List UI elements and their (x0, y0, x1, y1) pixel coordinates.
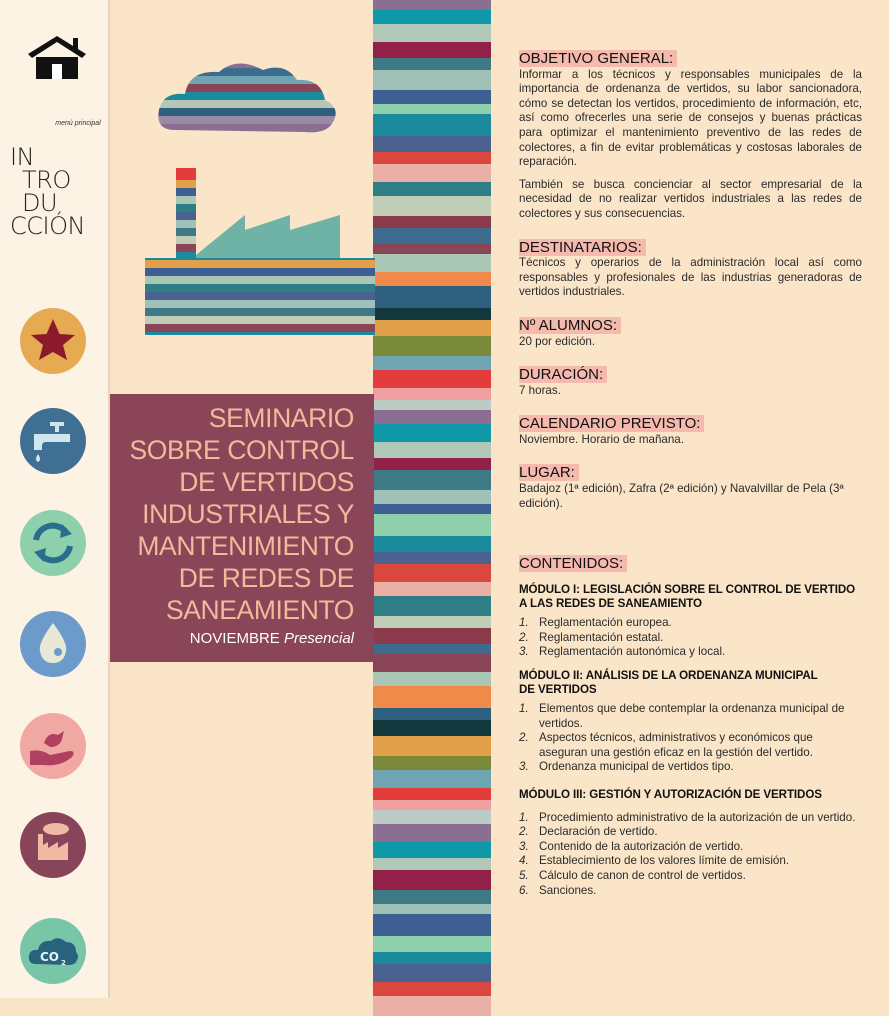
water-tap-icon (20, 408, 86, 474)
stripe (373, 244, 491, 254)
section-title-objetivo: OBJETIVO GENERAL: (519, 50, 677, 67)
section-label-introduccion (10, 143, 85, 240)
stripe (373, 996, 491, 1016)
stripe (373, 628, 491, 644)
seminar-mode: Presencial (283, 630, 354, 647)
stripe (373, 536, 491, 552)
stripe (373, 228, 491, 244)
list-item: 4. Establecimiento de los valores límite de emisión. (519, 854, 790, 868)
section-title-destinatarios: DESTINATARIOS: (519, 239, 646, 256)
stripe (373, 756, 491, 770)
factory-illustration (145, 60, 375, 335)
list-item: 1. Reglamentación europea. (519, 616, 672, 630)
list-item: 1. Procedimiento administrativo de la autorización de un vertido. (519, 810, 856, 824)
stripe (373, 514, 491, 536)
section-label-line: IN (10, 143, 35, 171)
section-label-line: CCIÓN (10, 212, 85, 240)
co2-cloud-icon (20, 918, 86, 984)
home-label: menú principal (55, 120, 101, 127)
stripe (373, 616, 491, 628)
stripe (373, 70, 491, 90)
list-item: 2. Aspectos técnicos, administrativos y económicos que aseguran una gestión eficaz en la gestión del vertido. (519, 731, 813, 759)
title-line: DE REDES DE (178, 563, 354, 593)
stripe (373, 582, 491, 596)
stripe (373, 490, 491, 504)
stripe (373, 800, 491, 810)
stripe (373, 458, 491, 470)
stripe (373, 504, 491, 514)
stripe (373, 0, 491, 10)
stripe (373, 216, 491, 228)
section-title-duracion: DURACIÓN: (519, 366, 607, 383)
stripe (373, 286, 491, 308)
stripe (373, 736, 491, 756)
stripe (373, 370, 491, 388)
stripe (373, 936, 491, 952)
module-2 (519, 669, 862, 775)
section-label-line: DU (22, 189, 58, 217)
home-button[interactable] (24, 34, 101, 127)
title-line: INDUSTRIALES Y (142, 499, 354, 529)
module-1 (519, 583, 862, 660)
title-line: DE VERTIDOS (179, 467, 354, 497)
bird-hand-icon (20, 713, 86, 779)
stripe (373, 410, 491, 424)
module-items (519, 616, 862, 660)
content-column (519, 50, 862, 898)
stripe (373, 10, 491, 24)
seminar-title (124, 402, 354, 626)
decorative-stripe-column (373, 0, 491, 998)
list-item: 2. Declaración de vertido. (519, 825, 658, 839)
list-item: 1. Elementos que debe contemplar la ordenanza municipal de vertidos. (519, 702, 845, 730)
stripe (373, 104, 491, 114)
stripe (373, 58, 491, 70)
stripe (373, 842, 491, 858)
stripe (373, 164, 491, 182)
stripe (373, 788, 491, 800)
stripe (373, 552, 491, 564)
stripe (373, 42, 491, 58)
section-title-lugar: LUGAR: (519, 464, 579, 481)
stripe (373, 254, 491, 272)
objetivo-text-2: También se busca concienciar al sector empresarial de la necesidad de no realizar vertidos industriales a las redes de colectores y sus consecuencias. (519, 177, 862, 220)
stripe (373, 400, 491, 410)
stripe (373, 388, 491, 400)
list-item: 6. Sanciones. (519, 883, 597, 897)
nav-co2-button[interactable] (20, 918, 86, 984)
water-drop-icon (20, 611, 86, 677)
list-item: 5. Cálculo de canon de control de vertidos. (519, 868, 746, 882)
home-icon (24, 34, 90, 100)
alumnos-text: 20 por edición. (519, 334, 596, 348)
stripe (373, 870, 491, 890)
nav-water-drop-button[interactable] (20, 611, 86, 677)
stripe (373, 654, 491, 672)
section-title-calendario: CALENDARIO PREVISTO: (519, 415, 704, 432)
stripe (373, 810, 491, 824)
svg-text:CO: CO (40, 950, 60, 964)
stripe (373, 824, 491, 842)
stripe (373, 182, 491, 196)
title-line: MANTENIMIENTO (137, 531, 354, 561)
nav-star-button[interactable] (20, 308, 86, 374)
factory-icon (20, 812, 86, 878)
stripe (373, 708, 491, 720)
nav-bird-hand-button[interactable] (20, 713, 86, 779)
module-items (519, 702, 862, 775)
module-title: MÓDULO I: LEGISLACIÓN SOBRE EL CONTROL DE VERTIDO A LAS REDES DE SANEAMIENTO (519, 582, 856, 611)
duracion-text: 7 horas. (519, 383, 561, 397)
stripe (373, 320, 491, 336)
stripe (373, 858, 491, 870)
module-items (519, 811, 862, 899)
stripe (373, 770, 491, 788)
objetivo-text: Informar a los técnicos y responsables municipales de la importancia de ordenanza de vertidos, su labor sancionadora, cómo se detectan los vertidos, procedimiento de información, etc, así como ofrecerles una serie de consejos y buenas prácticas para optimizar el mantenimiento preventivo de las redes de colectores, a fin de evitar problemáticas y costosas laborales de reparación. (519, 67, 862, 169)
list-item: 3. Ordenanza municipal de vertidos tipo. (519, 760, 734, 774)
stripe (373, 336, 491, 356)
section-title-alumnos: Nº ALUMNOS: (519, 317, 621, 334)
stripe (373, 952, 491, 964)
stripe (373, 356, 491, 370)
calendario-text: Noviembre. Horario de mañana. (519, 432, 684, 446)
nav-factory-button[interactable] (20, 812, 86, 878)
module-3 (519, 788, 862, 898)
nav-recycle-button[interactable] (20, 510, 86, 576)
title-line: SOBRE CONTROL (129, 435, 354, 465)
stripe (373, 890, 491, 904)
stripe (373, 114, 491, 136)
section-title-contenidos: CONTENIDOS: (519, 555, 627, 572)
stripe (373, 470, 491, 490)
stripe (373, 442, 491, 458)
lugar-text: Badajoz (1ª edición), Zafra (2ª edición) y Navalvillar de Pela (3ª edición). (519, 482, 844, 510)
stripe (373, 982, 491, 996)
stripe (373, 152, 491, 164)
stripe (373, 24, 491, 42)
svg-text:2: 2 (61, 959, 66, 967)
stripe (373, 644, 491, 654)
seminar-title-box (110, 394, 374, 662)
title-line: SEMINARIO (208, 403, 354, 433)
stripe (373, 964, 491, 982)
star-icon (20, 308, 86, 374)
recycle-icon (20, 510, 86, 576)
seminar-subtitle (190, 630, 354, 647)
section-label-line: TRO (22, 166, 71, 194)
list-item: 3. Reglamentación autonómica y local. (519, 645, 726, 659)
title-line: SANEAMIENTO (165, 595, 354, 625)
stripe (373, 272, 491, 286)
stripe (373, 720, 491, 736)
stripe (373, 904, 491, 914)
stripe (373, 308, 491, 320)
list-item: 2. Reglamentación estatal. (519, 630, 664, 644)
stripe (373, 672, 491, 686)
destinatarios-text: Técnicos y operarios de la administración local así como responsables y profesionales de las industrias generadoras de vertidos industriales. (519, 256, 862, 299)
sidebar (0, 0, 110, 998)
nav-water-tap-button[interactable] (20, 408, 86, 474)
stripe (373, 596, 491, 616)
stripe (373, 136, 491, 152)
stripe (373, 914, 491, 936)
stripe (373, 686, 491, 708)
module-title: MÓDULO II: ANÁLISIS DE LA ORDENANZA MUNICIPAL DE VERTIDOS (519, 668, 818, 697)
module-title: MÓDULO III: GESTIÓN Y AUTORIZACIÓN DE VERTIDOS (519, 787, 822, 801)
stripe (373, 90, 491, 104)
list-item: 3. Contenido de la autorización de vertido. (519, 839, 744, 853)
seminar-month: NOVIEMBRE (189, 630, 280, 647)
stripe (373, 196, 491, 216)
stripe (373, 564, 491, 582)
stripe (373, 424, 491, 442)
